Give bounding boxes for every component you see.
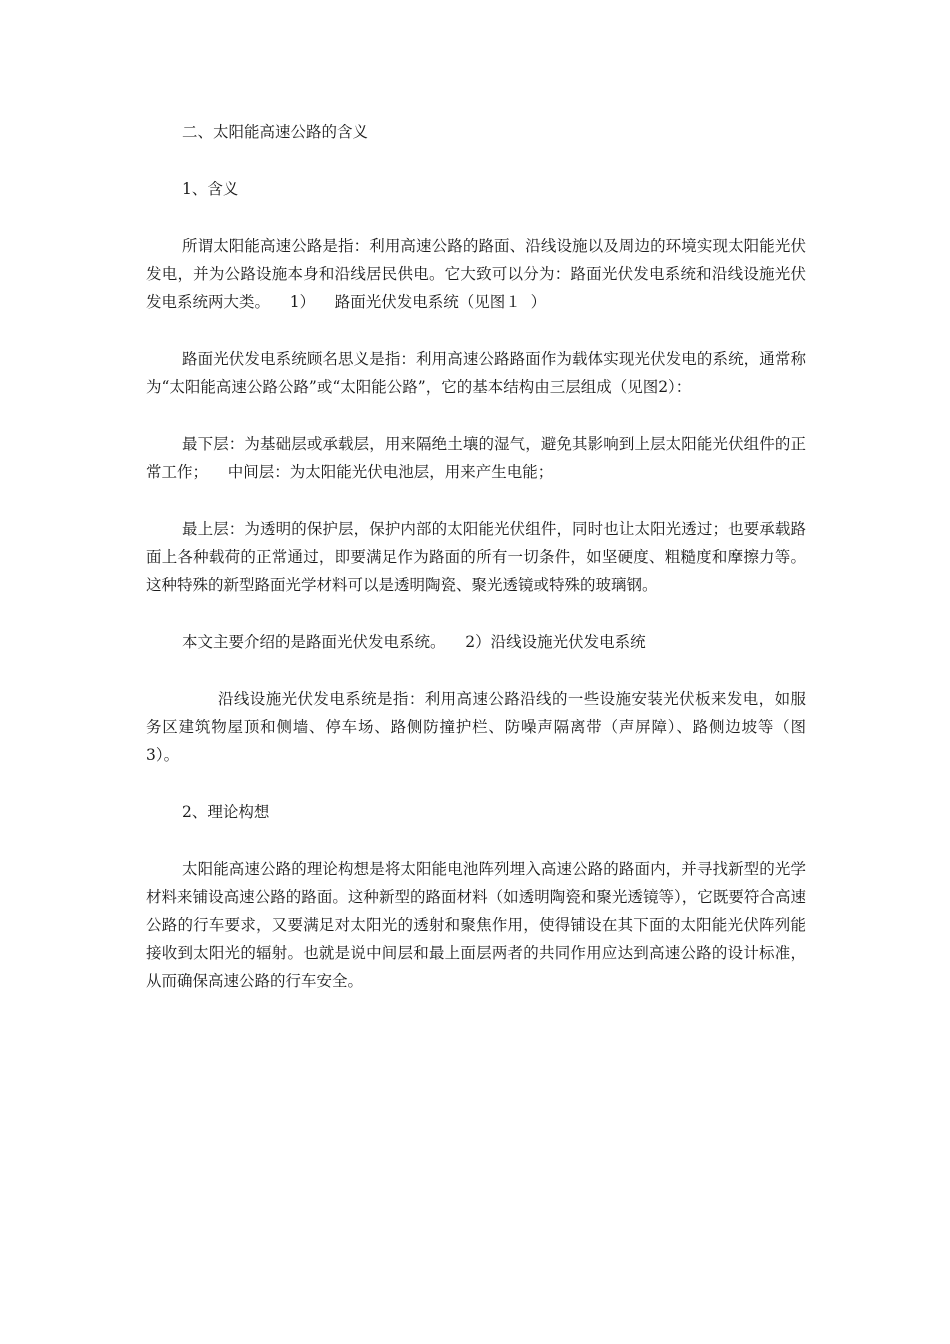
paragraph-focus: 本文主要介绍的是路面光伏发电系统。 2）沿线设施光伏发电系统 xyxy=(182,633,646,651)
paragraph-definition: 所谓太阳能高速公路是指：利用高速公路的路面、沿线设施以及周边的环境实现太阳能光伏发电，并为公路设施本身和沿线居民供电。它大致可以分为：路面光伏发电系统和沿线设施光伏发电系统两大类。 1） 路面光伏发电系统（见图１ ） xyxy=(146,237,806,311)
paragraph-road-surface-system: 路面光伏发电系统顾名思义是指：利用高速公路路面作为载体实现光伏发电的系统，通常称为“太阳能高速公路公路”或“太阳能公路”，它的基本结构由三层组成（见图2）： xyxy=(146,350,806,396)
paragraph-theory: 太阳能高速公路的理论构想是将太阳能电池阵列埋入高速公路的路面内，并寻找新型的光学材料来铺设高速公路的路面。这种新型的路面材料（如透明陶瓷和聚光透镜等），它既要符合高速公路的行车要求，又要满足对太阳光的透射和聚焦作用，使得铺设在其下面的太阳能光伏阵列能接收到太阳光的辐射。也就是说中间层和最上面层两者的共同作用应达到高速公路的设计标准，从而确保高速公路的行车安全。 xyxy=(146,860,806,990)
paragraph-top-layer: 最上层：为透明的保护层，保护内部的太阳能光伏组件，同时也让太阳光透过；也要承载路面上各种载荷的正常通过，即要满足作为路面的所有一切条件，如坚硬度、粗糙度和摩擦力等。 这种特殊的新型路面光学材料可以是透明陶瓷、聚光透镜或特殊的玻璃钢。 xyxy=(146,520,826,594)
paragraph-bottom-layer: 最下层：为基础层或承载层，用来隔绝土壤的湿气，避免其影响到上层太阳能光伏组件的正常工作； 中间层：为太阳能光伏电池层，用来产生电能； xyxy=(146,435,806,481)
section-title: 二、太阳能高速公路的含义 xyxy=(182,123,369,141)
paragraph-roadside-system: 沿线设施光伏发电系统是指：利用高速公路沿线的一些设施安装光伏板来发电，如服务区建筑物屋顶和侧墙、停车场、路侧防撞护栏、防噪声隔离带（声屏障）、路侧边坡等（图3）。 xyxy=(146,690,806,764)
subsection-title-theory: 2、理论构想 xyxy=(182,803,270,821)
subsection-title-meaning: 1、含义 xyxy=(182,180,239,198)
document-page xyxy=(146,118,826,1024)
